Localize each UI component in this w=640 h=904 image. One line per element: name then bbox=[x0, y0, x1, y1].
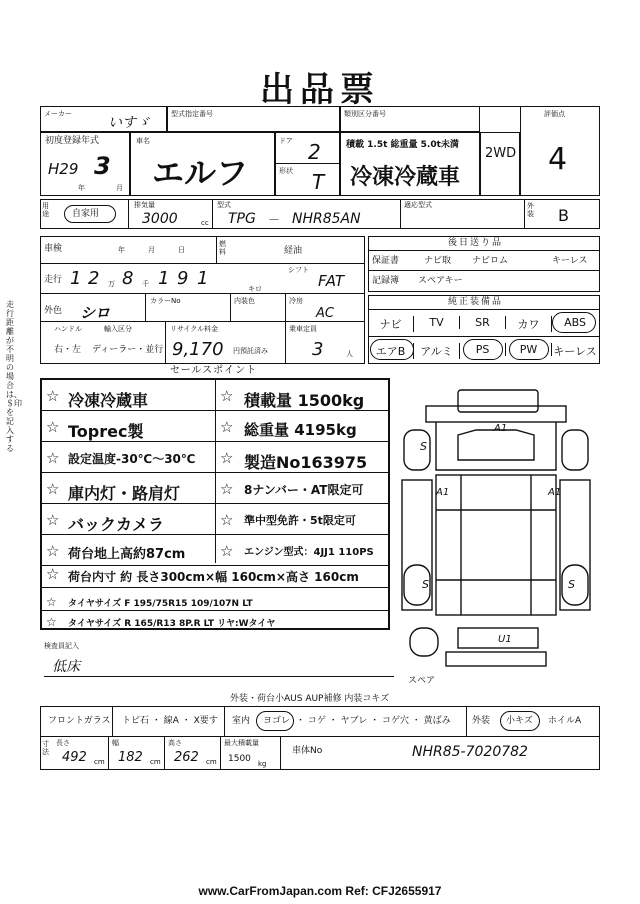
star-icon: ☆ bbox=[46, 511, 60, 529]
carname-value: エルフ bbox=[152, 154, 249, 192]
mileage-digit-7: 1 bbox=[197, 268, 209, 289]
shape-value: T bbox=[312, 170, 325, 194]
color-divider bbox=[145, 293, 146, 321]
docs-row2-value: スペアキー bbox=[418, 276, 463, 286]
handle-value: 右・左 bbox=[54, 345, 82, 355]
type-prefix: TPG bbox=[228, 211, 256, 227]
year-unit: 年 bbox=[78, 184, 85, 192]
star-icon: ☆ bbox=[220, 511, 234, 529]
aircon-value: AC bbox=[316, 306, 334, 321]
star-icon: ☆ bbox=[46, 449, 60, 467]
drive-value: 2WD bbox=[485, 146, 517, 161]
chassis-label: 車体No bbox=[292, 746, 323, 756]
star-icon: ☆ bbox=[220, 449, 234, 467]
usage-label: 用途 bbox=[42, 202, 49, 218]
star-icon: ☆ bbox=[46, 595, 57, 609]
sales-point-right: 積載量 1500kg bbox=[244, 391, 365, 410]
side-note: 走行距離が不明の場合は、＄印を記入する bbox=[6, 300, 22, 453]
shape-label: 形状 bbox=[279, 167, 293, 175]
width-label: 幅 bbox=[112, 739, 119, 747]
row-line-3 bbox=[40, 321, 365, 322]
first-reg-label: 初度登録年式 bbox=[45, 136, 100, 146]
exterior-item-1: ホイルA bbox=[548, 716, 582, 726]
docs-item-2: ナビロム bbox=[472, 256, 509, 266]
maxload-value: 1500 bbox=[228, 754, 251, 764]
shift-label: シフト bbox=[288, 266, 309, 274]
aircon-divider bbox=[285, 293, 286, 321]
color-label: 外色 bbox=[44, 306, 63, 316]
km-label: キロ bbox=[248, 285, 262, 293]
shift-value: FAT bbox=[318, 272, 345, 290]
equip-ps: PS bbox=[460, 343, 506, 356]
apply-label: 適応型式 bbox=[404, 201, 432, 209]
dim-div-3 bbox=[220, 736, 221, 770]
recycle-label: リサイクル料金 bbox=[170, 325, 219, 333]
fuel-value: 経油 bbox=[284, 246, 303, 256]
diagram-mark-a1-top: A1 bbox=[494, 423, 508, 434]
docs-item-0: 保証書 bbox=[372, 256, 400, 266]
capacity-value: 3 bbox=[312, 339, 324, 360]
length-value: 492 bbox=[62, 750, 87, 765]
inspect-label: 車検 bbox=[44, 244, 63, 254]
inspector-exterior-note: 外装・荷台小AUS AUP補修 内装コキズ bbox=[230, 694, 390, 704]
sales-point-right: 準中型免許・5t限定可 bbox=[244, 514, 356, 527]
row-line-2 bbox=[40, 293, 365, 294]
sales-point-left: バックカメラ bbox=[68, 515, 165, 534]
width-unit: cm bbox=[150, 758, 161, 766]
bottom-row-line bbox=[40, 736, 600, 737]
star-icon: ☆ bbox=[220, 542, 234, 560]
exterior-grade: B bbox=[558, 206, 569, 225]
interior-divider bbox=[230, 293, 231, 321]
class-label: 類別区分番号 bbox=[344, 110, 386, 118]
payload-note: 積載 1.5t 総重量 5.0t未満 bbox=[346, 140, 459, 150]
diagram-mark-s-2: S bbox=[422, 578, 429, 591]
sales-title: セールスポイント bbox=[170, 365, 258, 376]
mileage-sen: 千 bbox=[142, 280, 149, 288]
height-value: 262 bbox=[174, 750, 199, 765]
fuel-label: 燃料 bbox=[219, 240, 226, 256]
star-icon: ☆ bbox=[220, 387, 234, 405]
mileage-digit-5: 1 bbox=[158, 268, 170, 289]
recycle-divider bbox=[165, 321, 166, 364]
capacity-unit: 人 bbox=[346, 350, 353, 358]
chassis-value: NHR85-7020782 bbox=[412, 744, 528, 760]
sales-row bbox=[40, 591, 390, 611]
document-title: 出品票 bbox=[260, 70, 380, 110]
sales-point-left: 冷凍冷蔵車 bbox=[68, 391, 149, 410]
diagram-mark-a1-left: A1 bbox=[436, 487, 450, 498]
equip-tv: TV bbox=[414, 316, 460, 329]
maker-label: メーカー bbox=[44, 110, 72, 118]
width-value: 182 bbox=[118, 750, 143, 765]
diagram-mark-s-3: S bbox=[568, 578, 575, 591]
equip-navi: ナビ bbox=[368, 316, 414, 332]
door-value: 2 bbox=[308, 140, 321, 164]
inspector-note: 低床 bbox=[52, 659, 80, 675]
inspect-divider bbox=[216, 236, 217, 264]
inspect-month-unit: 月 bbox=[148, 246, 155, 254]
length-label: 長さ bbox=[56, 739, 70, 747]
maxload-unit: kg bbox=[258, 760, 267, 768]
type-label: 型式 bbox=[217, 201, 231, 209]
month-unit: 月 bbox=[116, 184, 123, 192]
star-icon: ☆ bbox=[46, 418, 60, 436]
star-icon: ☆ bbox=[46, 387, 60, 405]
import-label: 輸入区分 bbox=[104, 325, 132, 333]
sales-point-wide: タイヤサイズ F 195/75R15 109/107N LT bbox=[68, 599, 253, 609]
star-icon: ☆ bbox=[46, 615, 57, 629]
reg-year: H29 bbox=[48, 160, 79, 178]
grade-value: 4 bbox=[548, 142, 568, 177]
door-divider bbox=[275, 163, 340, 164]
inspector-label: 検査員記入 bbox=[44, 642, 79, 650]
mileage-label: 走行 bbox=[44, 275, 63, 285]
star-icon: ☆ bbox=[220, 480, 234, 498]
interior-label: 内装色 bbox=[234, 297, 255, 305]
star-icon: ☆ bbox=[46, 480, 60, 498]
reg-month: 3 bbox=[94, 152, 111, 180]
equip-pw: PW bbox=[506, 343, 552, 356]
dim-div-1 bbox=[108, 736, 109, 770]
equip-keyless: キーレス bbox=[553, 345, 597, 358]
equipment-title: 純正装備品 bbox=[448, 297, 504, 307]
equip-airbag: エアB bbox=[368, 343, 414, 359]
maxload-label: 最大積載量 bbox=[224, 739, 259, 747]
maker-value: いすゞ bbox=[108, 115, 150, 131]
cc-unit: cc bbox=[201, 219, 209, 227]
docs-item-1: ナビ取 bbox=[424, 256, 452, 266]
colorno-label: カラーNo bbox=[150, 297, 181, 305]
exterior-grade-label: 外装 bbox=[527, 202, 534, 218]
displacement: 3000 bbox=[142, 211, 178, 227]
star-icon: ☆ bbox=[46, 565, 60, 583]
exterior-label-b: 外装 bbox=[472, 716, 491, 726]
equip-abs: ABS bbox=[564, 316, 586, 329]
capacity-label: 乗車定員 bbox=[289, 325, 317, 333]
carname-label: 車名 bbox=[136, 137, 150, 145]
diagram-mark-s-1: S bbox=[420, 440, 427, 453]
inspector-line bbox=[44, 676, 394, 677]
interior-item-0: ヨゴレ bbox=[263, 716, 291, 726]
sales-point-left: 荷台地上高約87cm bbox=[68, 547, 186, 562]
mileage-man: 万 bbox=[108, 280, 115, 288]
type-code: NHR85AN bbox=[292, 211, 361, 227]
dims-label: 寸法 bbox=[42, 740, 49, 756]
body-type: 冷凍冷蔵車 bbox=[350, 165, 461, 190]
equip-leather: カワ bbox=[506, 316, 552, 332]
inspect-year-unit: 年 bbox=[118, 246, 125, 254]
mileage-digit-3: 8 bbox=[122, 268, 134, 289]
inspect-day-unit: 日 bbox=[178, 246, 185, 254]
sales-row bbox=[40, 563, 390, 588]
model-code-label: 型式指定番号 bbox=[171, 110, 213, 118]
import-value: ディーラー・並行 bbox=[92, 345, 164, 355]
docs-row2-label: 記録簿 bbox=[372, 276, 400, 286]
windshield-label: フロントガラス bbox=[48, 716, 111, 726]
height-label: 高さ bbox=[168, 739, 182, 747]
recycle-value: 9,170 bbox=[172, 339, 224, 360]
sales-point-wide: 荷台内寸 約 長さ300cm×幅 160cm×高さ 160cm bbox=[68, 570, 359, 584]
sales-point-right: 8ナンバー・AT限定可 bbox=[244, 483, 364, 497]
type-dash: － bbox=[268, 213, 281, 227]
sales-point-left: 設定温度-30℃～30℃ bbox=[68, 452, 196, 466]
spare-label: スペア bbox=[408, 676, 436, 686]
footer-ref: www.CarFromJapan.com Ref: CFJ2655917 bbox=[198, 884, 442, 898]
drive-cell bbox=[480, 132, 520, 196]
sales-point-right: 製造No163975 bbox=[244, 453, 368, 472]
handle-label: ハンドル bbox=[54, 325, 82, 333]
interior-item-1: ・ コゲ ・ ヤブレ ・ コゲ穴 ・ 黄ばみ bbox=[296, 716, 451, 726]
windshield-items: トビ石 ・ 線A ・ X要す bbox=[122, 716, 218, 726]
docs-row-line-2 bbox=[368, 270, 600, 271]
sales-point-right: 総重量 4195kg bbox=[244, 421, 357, 439]
star-icon: ☆ bbox=[220, 418, 234, 436]
color-value: シロ bbox=[80, 304, 111, 322]
docs-item-3: キーレス bbox=[552, 256, 588, 266]
height-unit: cm bbox=[206, 758, 217, 766]
diagram-mark-a1-right: A1 bbox=[548, 487, 562, 498]
diagram-mark-u1: U1 bbox=[498, 634, 512, 645]
exterior-divider-b bbox=[466, 706, 467, 736]
equip-line-1 bbox=[368, 309, 600, 310]
mileage-digit-1: 2 bbox=[88, 268, 100, 289]
mileage-digit-6: 9 bbox=[177, 268, 189, 289]
length-unit: cm bbox=[94, 758, 105, 766]
dim-div-4 bbox=[280, 736, 281, 770]
interior-label-b: 室内 bbox=[232, 716, 251, 726]
docs-row-line bbox=[368, 250, 600, 251]
door-label: ドア bbox=[279, 137, 293, 145]
disp-label: 排気量 bbox=[134, 201, 155, 209]
aircon-label: 冷房 bbox=[289, 297, 303, 305]
star-icon: ☆ bbox=[46, 542, 60, 560]
row-line-1 bbox=[40, 263, 365, 264]
grade-label: 評価点 bbox=[544, 110, 565, 118]
equip-alloy: アルミ bbox=[414, 343, 460, 359]
capacity-divider bbox=[285, 321, 286, 364]
windshield-divider bbox=[112, 706, 113, 736]
recycle-note: 円預託済み bbox=[233, 347, 268, 355]
usage-value: 自家用 bbox=[72, 209, 100, 219]
docs-title: 後日送り品 bbox=[448, 238, 504, 248]
equip-line-2 bbox=[368, 336, 600, 337]
exterior-item-0: 小キズ bbox=[506, 716, 533, 726]
equip-sr: SR bbox=[460, 316, 506, 329]
mileage-digit-0: 1 bbox=[70, 268, 82, 289]
dim-div-2 bbox=[164, 736, 165, 770]
interior-divider-b bbox=[224, 706, 225, 736]
sales-point-wide: タイヤサイズ R 165/R13 8P.R LT リヤ:Wタイヤ bbox=[68, 619, 276, 629]
sales-point-left: Toprec製 bbox=[68, 422, 144, 441]
sales-point-left: 庫内灯・路肩灯 bbox=[68, 484, 181, 503]
sales-point-right: エンジン型式：4JJ1 110PS bbox=[244, 547, 374, 558]
